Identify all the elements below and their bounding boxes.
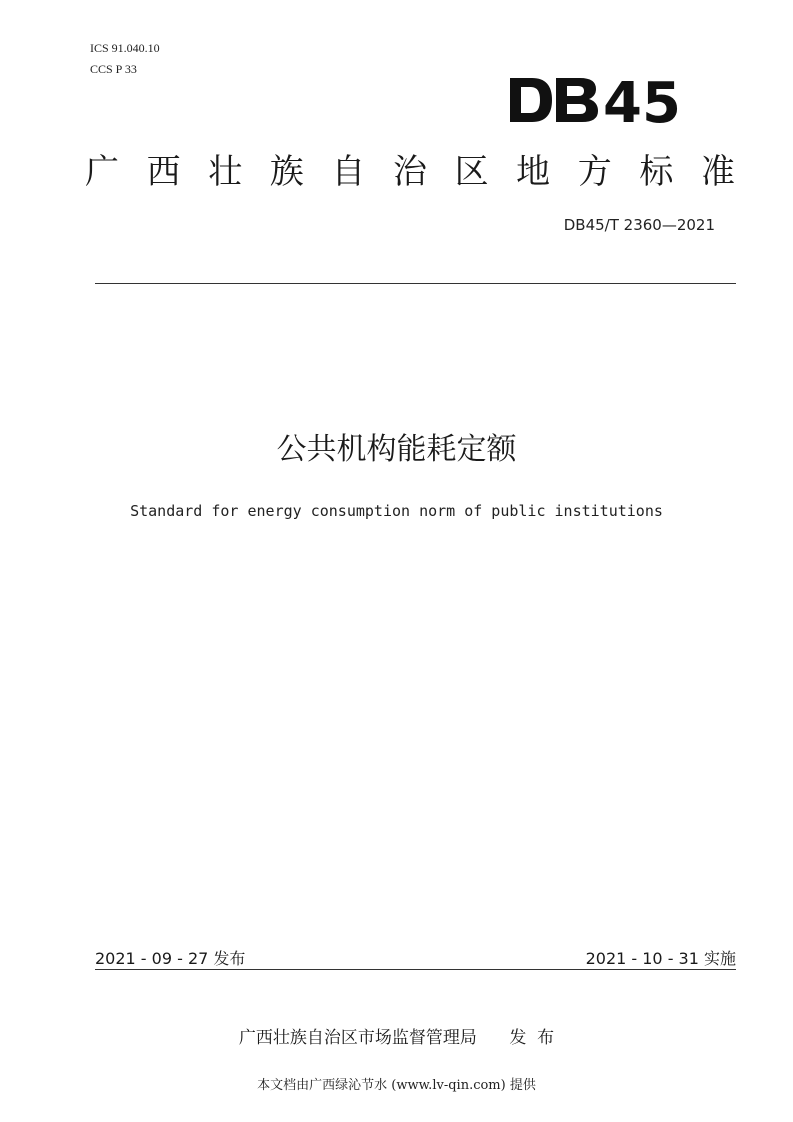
top-divider xyxy=(95,283,736,284)
standard-type xyxy=(85,150,735,194)
standard-type-char: 壮 xyxy=(208,152,243,192)
ccs-code: CCS P 33 xyxy=(90,62,137,76)
db45-logo-graphic xyxy=(506,70,686,130)
bottom-divider xyxy=(95,969,736,970)
standard-type-char: 自 xyxy=(331,152,366,192)
standard-type-char: 族 xyxy=(269,152,304,192)
db45-logo-text: 45 xyxy=(603,71,681,130)
title-english: Standard for energy consumption norm of public institutions xyxy=(130,502,663,520)
footer-note: 本文档由广西绿沁节水 (www.lv-qin.com) 提供 xyxy=(257,1078,536,1093)
issuer-name: 广西壮族自治区市场监督管理局 xyxy=(238,1028,477,1048)
ics-code: ICS 91.040.10 xyxy=(90,41,160,55)
standard-type-char: 地 xyxy=(516,152,551,192)
classification-codes xyxy=(90,38,160,80)
issuer-action: 发 布 xyxy=(509,1028,555,1048)
standard-number: DB45/T 2360—2021 xyxy=(563,216,715,234)
standard-type-char: 方 xyxy=(577,152,612,192)
issue-date: 2021 - 09 - 27 发布 xyxy=(95,949,246,968)
standard-type-char: 区 xyxy=(454,152,489,192)
standard-type-char: 标 xyxy=(639,152,674,192)
standard-type-char: 广 xyxy=(85,152,119,192)
implementation-date: 2021 - 10 - 31 实施 xyxy=(585,949,736,968)
db45-logo xyxy=(506,70,686,130)
issuer xyxy=(0,1023,793,1048)
title-chinese: 公共机构能耗定额 xyxy=(276,432,517,467)
standard-type-char: 西 xyxy=(146,152,181,192)
standard-type-char: 准 xyxy=(700,152,735,192)
standard-type-char: 治 xyxy=(392,152,427,192)
